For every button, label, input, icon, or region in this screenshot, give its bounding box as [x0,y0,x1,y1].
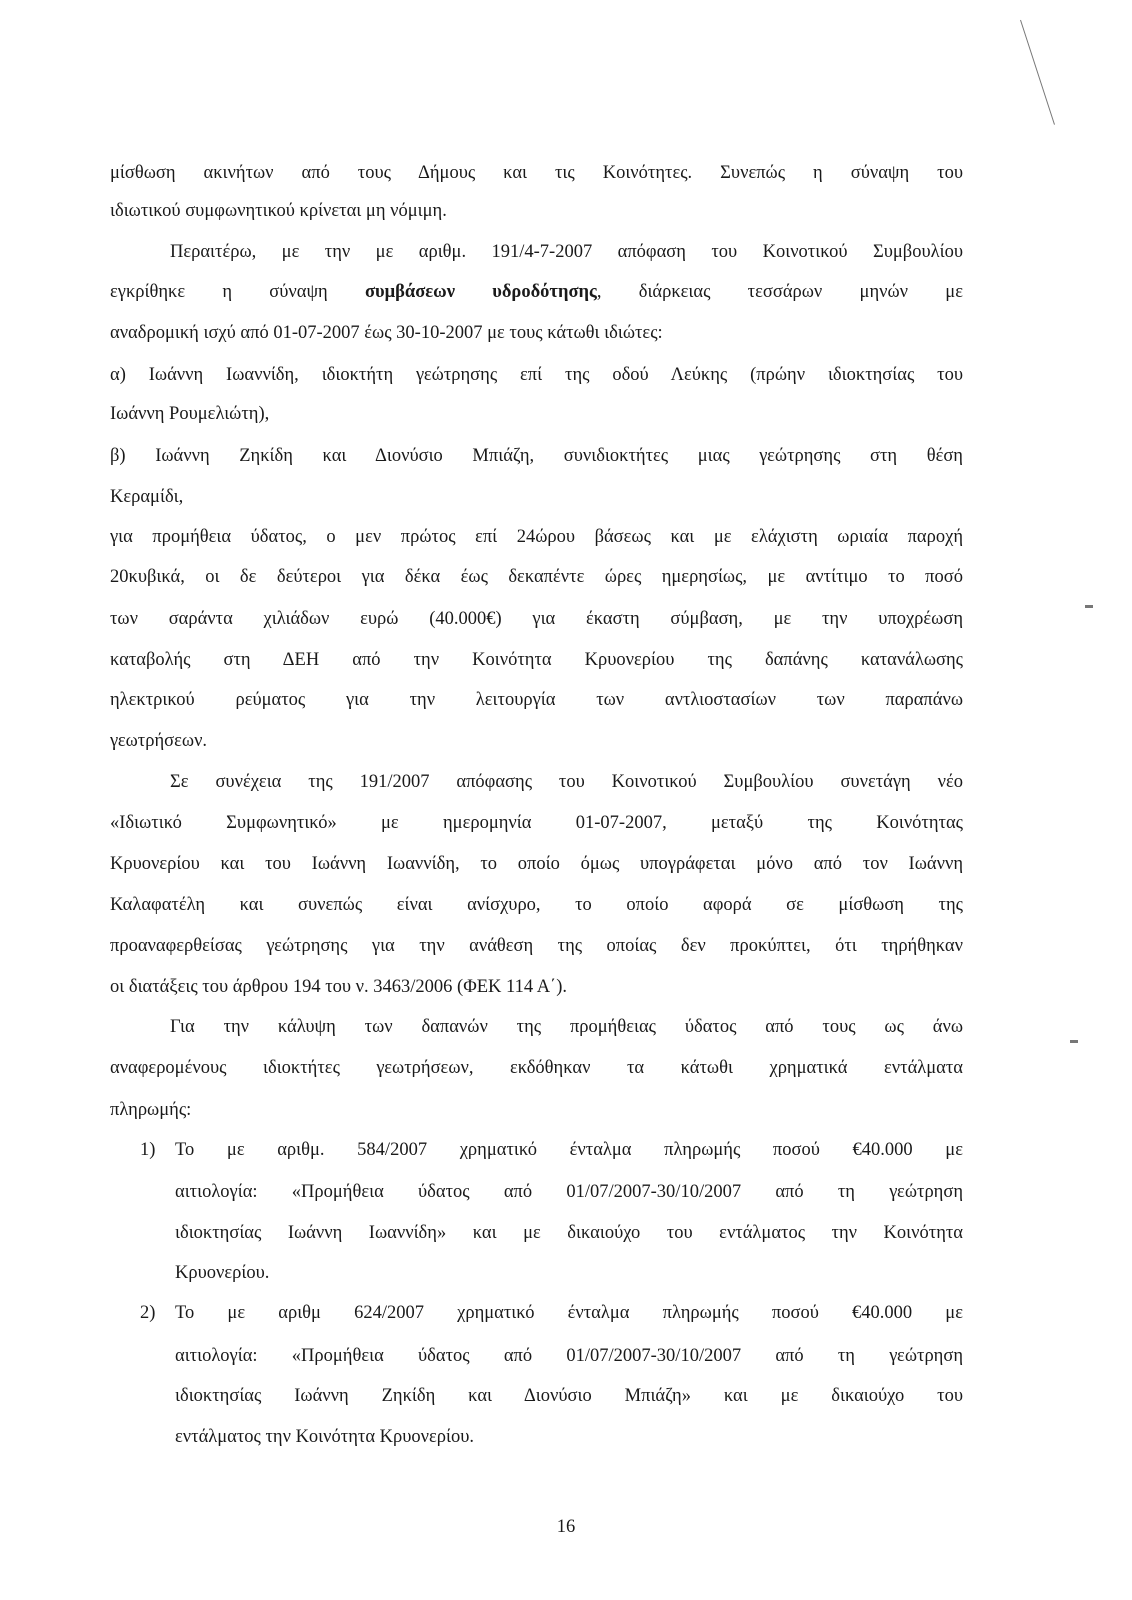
scan-mark [1020,20,1055,125]
text-line [110,198,963,224]
list-number: 2) [140,1303,156,1323]
text-segment: των σαράντα χιλιάδων ευρώ (40.000€) για έκαστη σύμβαση, με την υποχρέωση [110,609,963,629]
text-line [110,524,963,550]
text-segment: αιτιολογία: «Προμήθεια ύδατος από 01/07/2007-30/10/2007 από τη γεώτρηση [175,1346,963,1366]
text-line [110,810,963,836]
text-segment: β) Ιωάννη Ζηκίδη και Διονύσιο Μπιάζη, συνιδιοκτήτες μιας γεώτρησης στη θέση [110,446,963,466]
text-segment: ιδιοκτησίας Ιωάννη Ζηκίδη και Διονύσιο Μπιάζη» και με δικαιούχο του [175,1386,963,1406]
text-segment: «Ιδιωτικό Συμφωνητικό» με ημερομηνία 01-07-2007, μεταξύ της Κοινότητας [110,813,963,833]
text-segment: μίσθωση ακινήτων από τους Δήμους και τις Κοινότητες. Συνεπώς η σύναψη του [110,163,963,183]
text-line [110,279,963,305]
text-line [110,647,963,673]
text-line [110,606,963,632]
text-line [175,1343,963,1369]
text-segment: Καλαφατέλη και συνεπώς είναι ανίσχυρο, το οποίο αφορά σε μίσθωση της [110,895,963,915]
text-line [110,401,963,427]
text-line [170,239,963,265]
text-line [175,1300,963,1326]
text-line [110,320,963,346]
text-segment: Ιωάννη Ρουμελιώτη), [110,404,270,424]
text-segment: Το με αριθμ. 584/2007 χρηματικό ένταλμα πληρωμής ποσού €40.000 με [175,1140,963,1160]
text-segment: ιδιωτικού συμφωνητικού κρίνεται μη νόμιμη. [110,201,447,221]
text-segment: εντάλματος την Κοινότητα Κρυονερίου. [175,1427,475,1447]
text-segment: 20κυβικά, οι δε δεύτεροι για δέκα έως δεκαπέντε ώρες ημερησίως, με αντίτιμο το ποσό [110,567,963,587]
text-line [175,1179,963,1205]
text-line [110,851,963,877]
scan-mark [1070,1040,1078,1043]
text-segment: Κρυονερίου. [175,1263,270,1283]
text-line [110,974,963,1000]
text-line [175,1220,963,1246]
text-segment: Το με αριθμ 624/2007 χρηματικό ένταλμα πληρωμής ποσού €40.000 με [175,1303,963,1323]
text-line [170,769,963,795]
text-line [110,892,963,918]
list-number: 1) [140,1140,156,1160]
text-segment: πληρωμής: [110,1100,192,1120]
text-line [175,1260,963,1286]
text-segment: γεωτρήσεων. [110,731,208,751]
text-segment: Κρυονερίου και του Ιωάννη Ιωαννίδη, το οποίο όμως υπογράφεται μόνο από τον Ιωάννη [110,854,963,874]
text-line [110,933,963,959]
text-segment: αιτιολογία: «Προμήθεια ύδατος από 01/07/2007-30/10/2007 από τη γεώτρηση [175,1182,963,1202]
text-segment: οι διατάξεις του άρθρου 194 του ν. 3463/2006 (ΦΕΚ 114 Α΄). [110,977,567,997]
text-segment: α) Ιωάννη Ιωαννίδη, ιδιοκτήτη γεώτρησης επί της οδού Λεύκης (πρώην ιδιοκτησίας του [110,365,963,385]
text-segment: αναφερομένους ιδιοκτήτες γεωτρήσεων, εκδόθηκαν τα κάτωθι χρηματικά εντάλματα [110,1058,963,1078]
text-line [110,687,963,713]
text-segment: προαναφερθείσας γεώτρησης για την ανάθεση της οποίας δεν προκύπτει, ότι τηρήθηκαν [110,936,963,956]
text-segment: Περαιτέρω, με την με αριθμ. 191/4-7-2007 απόφαση του Κοινοτικού Συμβουλίου [170,242,963,262]
text-line [175,1383,963,1409]
text-segment: εγκρίθηκε η σύναψη [110,282,365,302]
text-line [110,160,963,186]
text-line [110,484,963,510]
text-line [110,1055,963,1081]
text-segment: καταβολής στη ΔΕΗ από την Κοινότητα Κρυονερίου της δαπάνης κατανάλωσης [110,650,963,670]
text-segment: ηλεκτρικού ρεύματος για την λειτουργία των αντλιοστασίων των παραπάνω [110,690,963,710]
text-segment: Για την κάλυψη των δαπανών της προμήθειας ύδατος από τους ως άνω [170,1017,963,1037]
text-line [170,1014,963,1040]
text-line [110,362,963,388]
text-segment: , διάρκειας τεσσάρων μηνών με [596,282,963,302]
page-number: 16 [556,1517,576,1537]
text-line [110,443,963,469]
text-segment: ιδιοκτησίας Ιωάννη Ιωαννίδη» και με δικαιούχο του εντάλματος την Κοινότητα [175,1223,963,1243]
text-segment: Κεραμίδι, [110,487,184,507]
text-line [110,728,963,754]
text-segment: Σε συνέχεια της 191/2007 απόφασης του Κοινοτικού Συμβουλίου συνετάγη νέο [170,772,963,792]
text-line [110,564,963,590]
text-segment: αναδρομική ισχύ από 01-07-2007 έως 30-10-2007 με τους κάτωθι ιδιώτες: [110,323,663,343]
text-line [175,1137,963,1163]
text-segment: για προμήθεια ύδατος, ο μεν πρώτος επί 24ώρου βάσεως και με ελάχιστη ωριαία παροχή [110,527,963,547]
scan-mark [1085,605,1093,608]
text-line [110,1097,963,1123]
bold-text: συμβάσεων υδροδότησης [364,282,597,302]
text-line [175,1424,963,1450]
